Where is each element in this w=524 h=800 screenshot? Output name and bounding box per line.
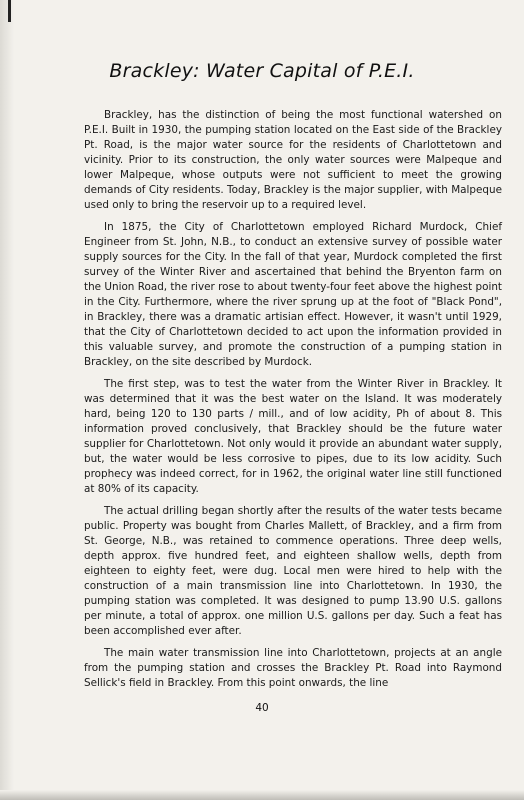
paragraph: Brackley, has the distinction of being the most functional watershed on P.E.I. Built in 1930, the pumping station located on the East side of the Brackley Pt. Road, is the major water source for the residents of Charlottetown and vicinity. Prior to its construction, the only water sources were Malpeque and lower Malpeque, whose outputs were not sufficient to meet the growing demands of City residents. Today, Brackley is the major supplier, with Malpeque used only to bring the reservoir up to a required level. (84, 109, 502, 211)
article-body (84, 108, 502, 698)
page-title: Brackley: Water Capital of P.E.I. (109, 60, 415, 82)
paragraph: The main water transmission line into Charlottetown, projects at an angle from the pumping station and crosses the Brackley Pt. Road into Raymond Sellick's field in Brackley. From this point onwards, the line (84, 647, 502, 689)
page-number: 40 (255, 702, 269, 714)
paragraph: In 1875, the City of Charlottetown employed Richard Murdock, Chief Engineer from St. John, N.B., to conduct an extensive survey of possible water supply sources for the City. In the fall of that year, Murdock completed the first survey of the Winter River and ascertained that behind the Bryenton farm on the Union Road, the river rose to about twenty-four feet above the highest point in the City. Furthermore, where the river sprung up at the foot of "Black Pond", in Brackley, there was a dramatic artisian effect. However, it wasn't until 1929, that the City of Charlottetown decided to act upon the information provided in this valuable survey, and promote the construction of a pumping station in Brackley, on the site described by Murdock. (84, 221, 502, 368)
page-fold-mark (8, 0, 11, 22)
page-bottom-shadow (0, 790, 524, 800)
paragraph: The actual drilling began shortly after the results of the water tests became public. Property was bought from Charles Mallett, of Brackley, and a firm from St. George, N.B., was retained to commence operations. Three deep wells, depth approx. five hundred feet, and eighteen shallow wells, depth from eighteen to eighty feet, were dug. Local men were hired to help with the construction of a main transmission line into Charlottetown. In 1930, the pumping station was completed. It was designed to pump 13.90 U.S. gallons per minute, a total of approx. one million U.S. gallons per day. Such a feat has been accomplished ever after. (84, 505, 502, 637)
page-binding-shadow (0, 0, 14, 800)
paragraph: The first step, was to test the water from the Winter River in Brackley. It was determined that it was the best water on the Island. It was moderately hard, being 120 to 130 parts / mill., and of low acidity, Ph of about 8. This information proved conclusively, that Brackley should be the future water supplier for Charlottetown. Not only would it provide an abundant water supply, but, the water would be less corrosive to pipes, due to its low acidity. Such prophecy was indeed correct, for in 1962, the original water line still functioned at 80% of its capacity. (84, 378, 502, 495)
